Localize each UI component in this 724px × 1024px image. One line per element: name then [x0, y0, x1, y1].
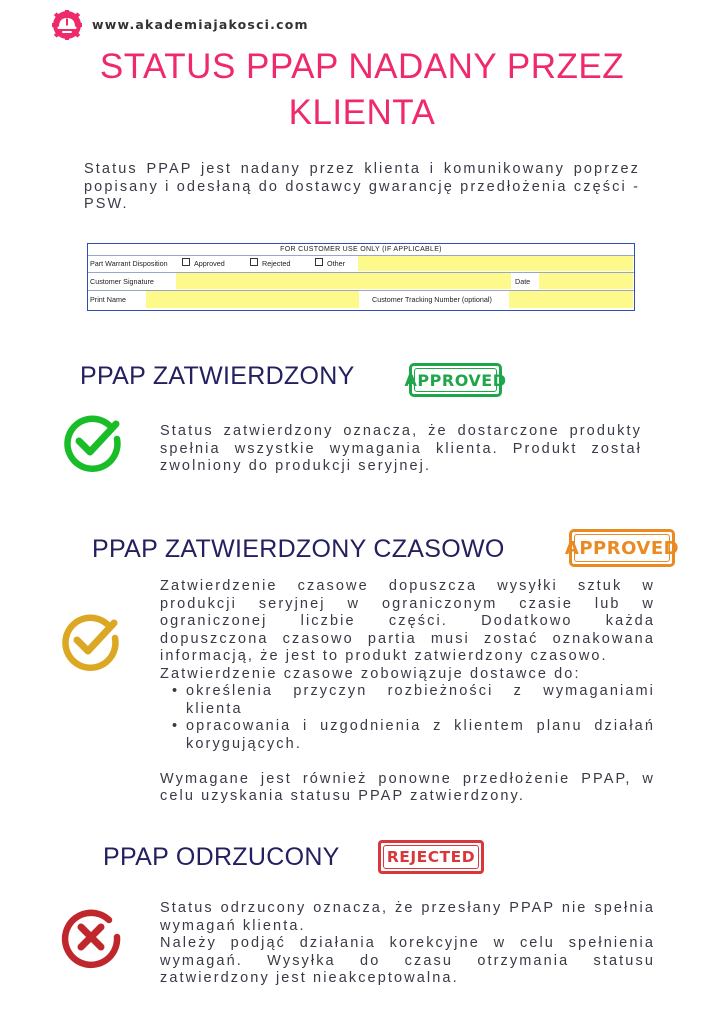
print-name-field[interactable]: [146, 291, 359, 308]
page-title: [60, 44, 664, 136]
approved-checkbox[interactable]: [182, 258, 190, 266]
date-field[interactable]: [539, 273, 633, 289]
website-url[interactable]: www.akademiajakosci.com: [92, 17, 309, 32]
date-label: Date: [515, 277, 531, 286]
red-x-circle-icon: [59, 905, 123, 969]
intro-text: Status PPAP jest nadany przez klienta i komunikowany poprzez popisany i odesłaną do dostawcy gwarancję przedłożenia części - PSW.: [84, 161, 640, 212]
yellow-check-circle-icon: [59, 608, 123, 672]
helmet-gear-icon: [52, 10, 82, 40]
rejected-text-1: Status odrzucony oznacza, że przesłany PPAP nie spełnia wymagań klienta.: [160, 900, 655, 934]
tracking-label: Customer Tracking Number (optional): [372, 295, 492, 304]
list-item: • określenia przyczyn rozbieżności z wymaganiami klienta: [160, 683, 655, 718]
print-name-label: Print Name: [90, 295, 126, 304]
green-check-circle-icon: [61, 409, 125, 473]
tracking-field[interactable]: [509, 291, 633, 308]
psw-customer-form: [87, 243, 635, 311]
signature-label: Customer Signature: [90, 277, 154, 286]
rejected-stamp: REJECTED: [378, 840, 484, 874]
rejected-text-2: Należy podjąć działania korekcyjne w celu spełnienia wymagań. Wysyłka do czasu otrzymania statusu zatwierdzony jest nieakceptowalna.: [160, 935, 655, 986]
interim-text-3: Wymagane jest również ponowne przedłożenie PPAP, w celu uzyskania statusu PPAP zatwierdzony.: [160, 770, 655, 804]
other-checkbox[interactable]: [315, 258, 323, 266]
approved-stamp-green: APPROVED: [409, 363, 502, 397]
disposition-label: Part Warrant Disposition: [90, 259, 168, 268]
other-field[interactable]: [358, 256, 633, 271]
heading-rejected: PPAP ODRZUCONY: [103, 843, 340, 871]
signature-field[interactable]: [176, 273, 511, 289]
rejected-description: [160, 900, 655, 988]
heading-approved: PPAP ZATWIERDZONY: [80, 362, 355, 390]
rejected-label: Rejected: [262, 259, 291, 268]
interim-text-2: Zatwierdzenie czasowe zobowiązuje dostawce do:: [160, 665, 581, 682]
other-label: Other: [327, 259, 345, 268]
heading-interim-approved: PPAP ZATWIERDZONY CZASOWO: [92, 535, 505, 563]
page-title-line-1: STATUS PPAP NADANY PRZEZ: [99, 47, 625, 86]
rejected-checkbox[interactable]: [250, 258, 258, 266]
list-item: • opracowania i uzgodnienia z klientem planu działań korygujących.: [160, 718, 655, 753]
approved-stamp-orange: APPROVED: [569, 529, 675, 567]
approved-label: Approved: [194, 259, 225, 268]
interim-text-1: Zatwierdzenie czasowe dopuszcza wysyłki sztuk w produkcji seryjnej w ograniczonym czasie lub w ograniczonej liczbie części. Dodatkowo każda dopuszczona czasowo partia musi zostać oznakowana informacją, że jest to produkt zatwierdzony czasowo.: [160, 578, 655, 664]
interim-obligations-list: [160, 683, 655, 753]
page-title-line-2: KLIENTA: [288, 93, 436, 132]
form-header: FOR CUSTOMER USE ONLY (IF APPLICABLE): [280, 246, 442, 253]
approved-description: Status zatwierdzony oznacza, że dostarczone produkty spełnia wszystkie wymagania klienta. Produkt został zwolniony do produkcji seryjnej.: [160, 423, 642, 474]
interim-description: [160, 578, 655, 806]
